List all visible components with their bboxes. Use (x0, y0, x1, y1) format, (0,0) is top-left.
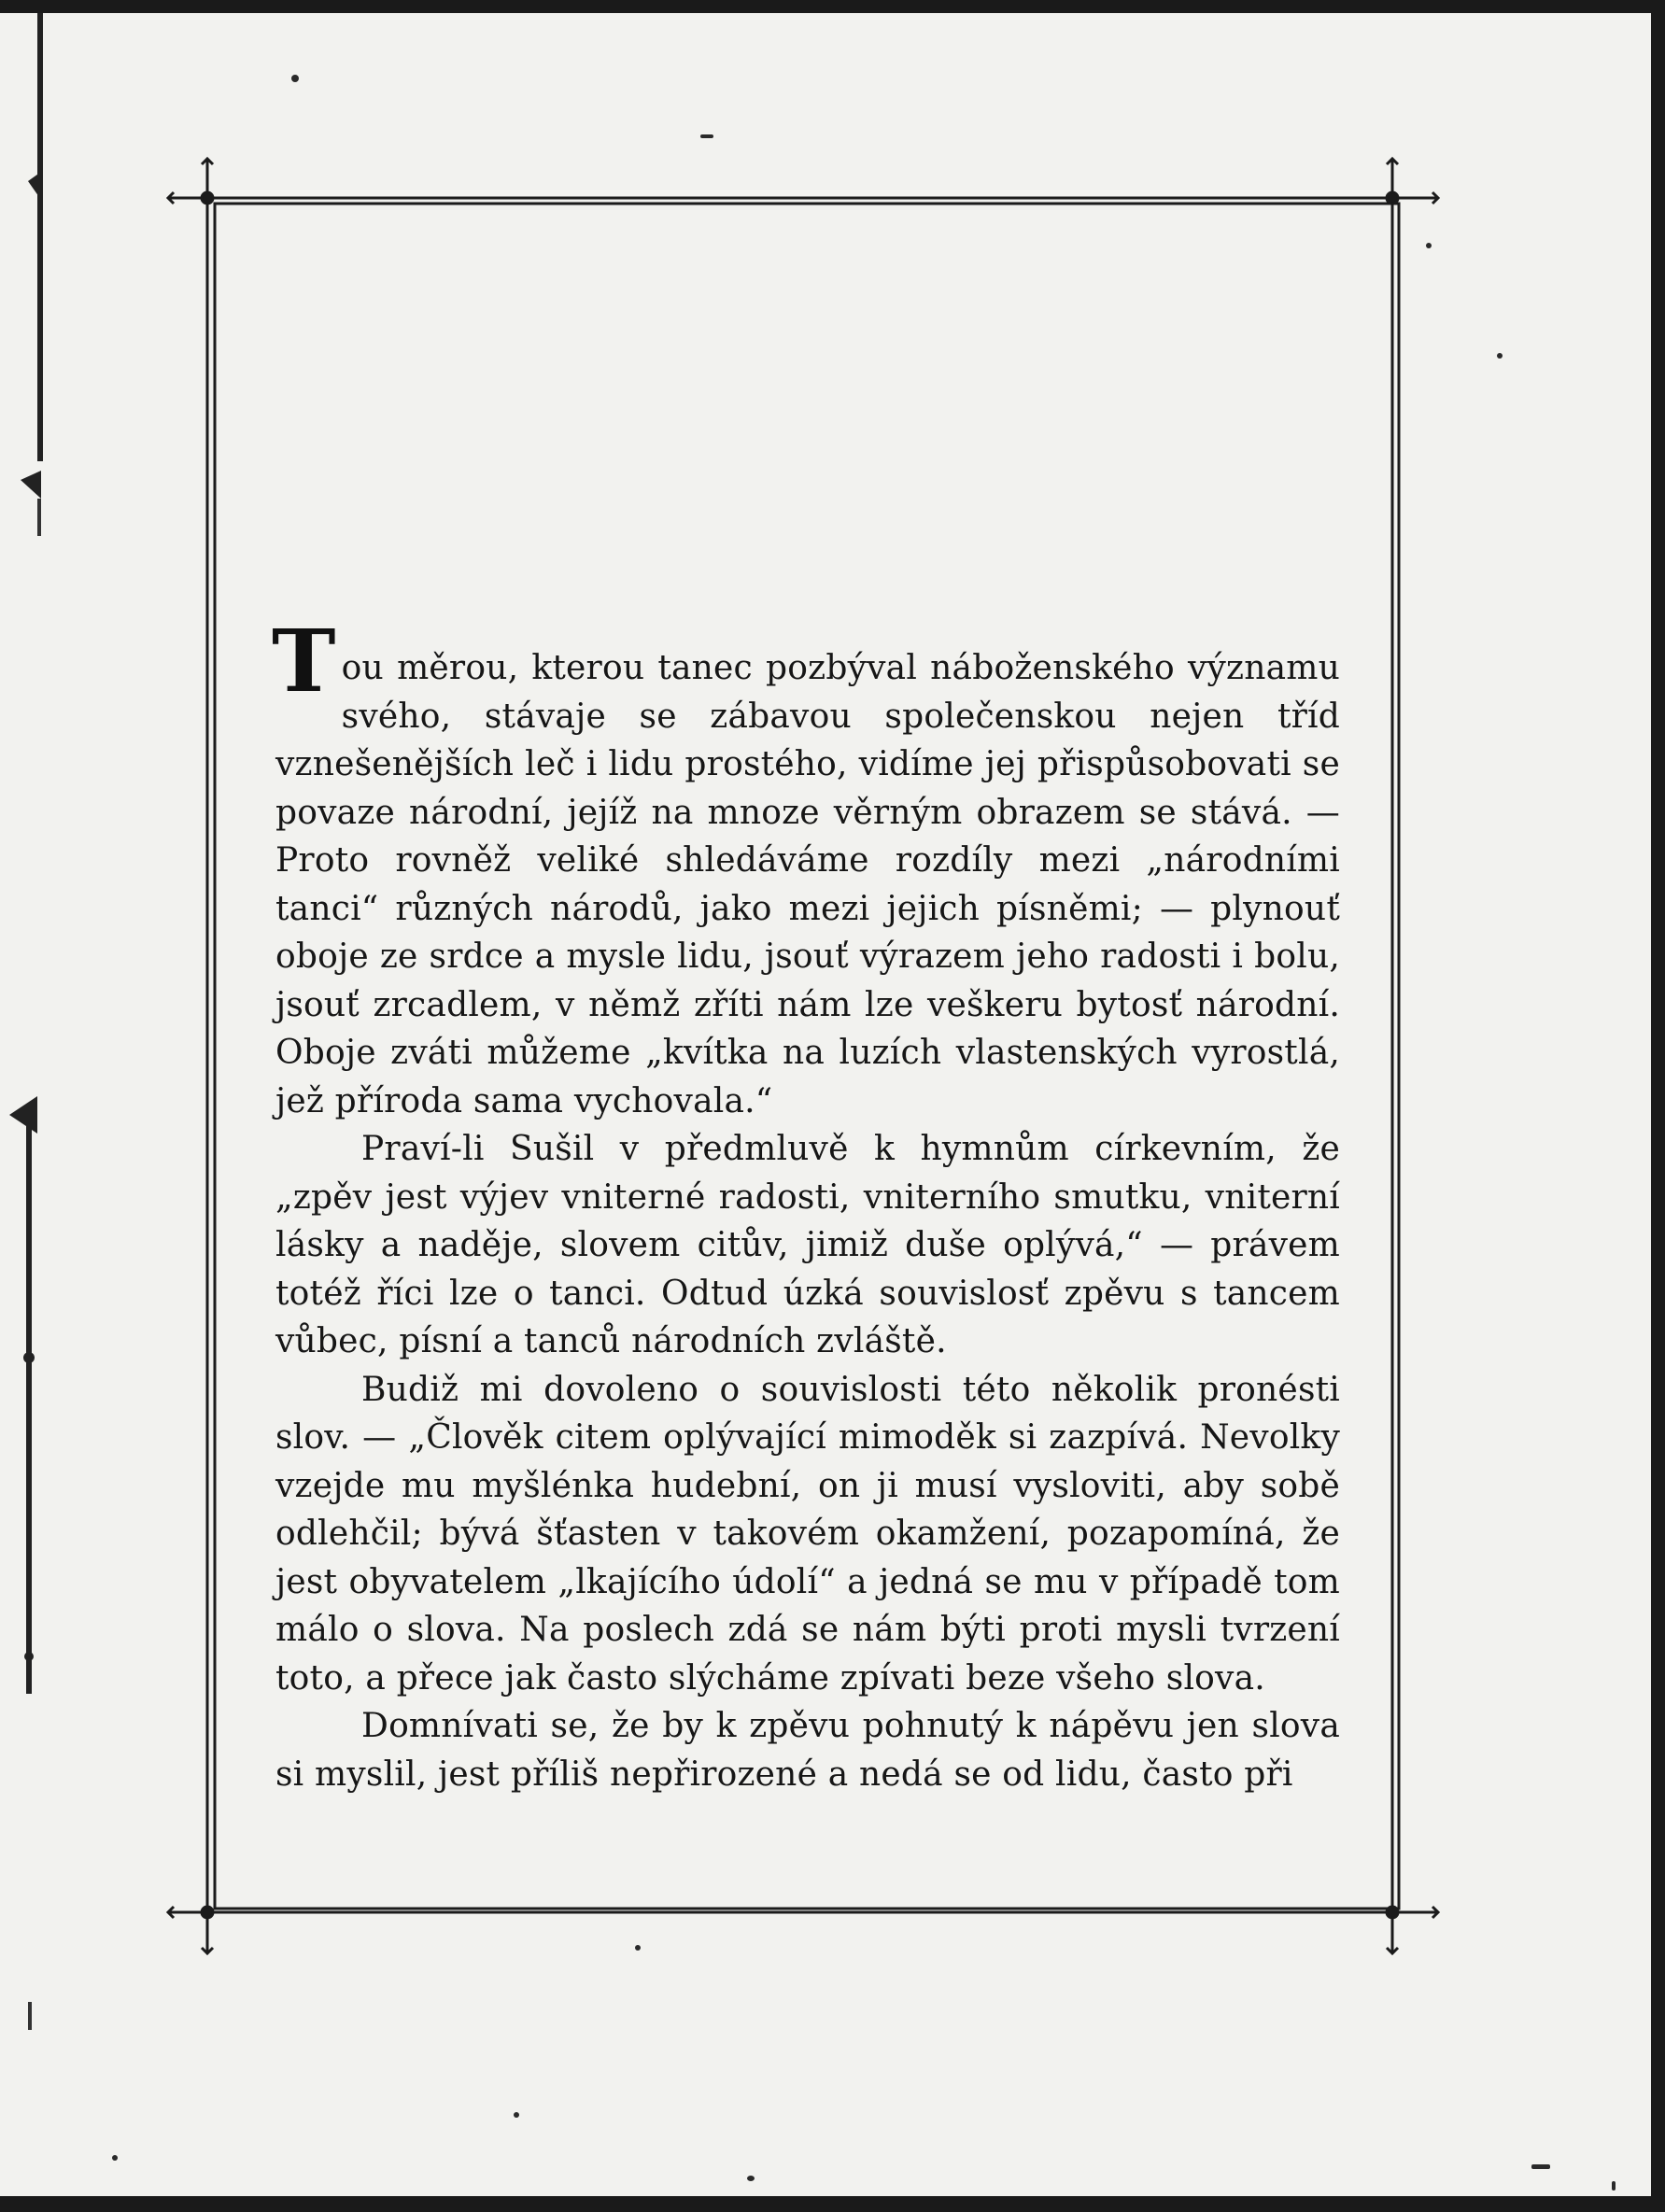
page-text (272, 611, 1340, 1798)
paragraph-4: Domnívati se, že by k zpěvu pohnutý k nápěvu jen slova si myslil, jest příliš nepřirozené a nedá se od lidu, často při (275, 1707, 1340, 1794)
drop-cap: T (272, 611, 336, 712)
paragraph-3: Budiž mi dovoleno o souvislosti této několik pronésti slov. — „Člověk citem oplývající mimoděk si zazpívá. Nevolky vzejde mu myšlénka hudební, on ji musí vysloviti, aby sobě odlehčil; bývá šťasten v takovém okamžení, pozapomíná, že jest obyvatelem „lkajícího údolí“ a jedná se mu v případě tom málo o slova. Na poslech zdá se nám býti proti mysli tvrzení toto, a přece jak často slýcháme zpívati beze všeho slova. (275, 1370, 1340, 1698)
paragraph-1-text: ou měrou, kterou tanec pozbýval náboženského významu svého, stávaje se zábavou společenskou nejen tříd vznešenějších leč i lidu prostého, vidíme jej přispůsobovati se povaze národní, jejíž na mnoze věrným obrazem se stává. — Proto rovněž veliké shledáváme rozdíly mezi „národními tanci“ různých národů, jako mezi jejich písněmi; — plynouť oboje ze srdce a mysle lidu, jsouť výrazem jeho radosti i bolu, jsouť zrcadlem, v němž zříti nám lze veškeru bytosť národní. Oboje zváti můžeme „kvítka na luzích vlastenských vyrostlá, jež příroda sama vychovala.“ (275, 649, 1340, 1120)
paragraph-2: Praví-li Sušil v předmluvě k hymnům církevním, že „zpěv jest výjev vniterné radosti, vniterního smutku, vniterní lásky a naděje, slovem citův, jimiž duše oplývá,“ — právem totéž říci lze o tanci. Odtud úzká souvislosť zpěvu s tancem vůbec, písní a tanců národních zvláště. (275, 1130, 1340, 1360)
paragraph-1 (272, 611, 1340, 1125)
